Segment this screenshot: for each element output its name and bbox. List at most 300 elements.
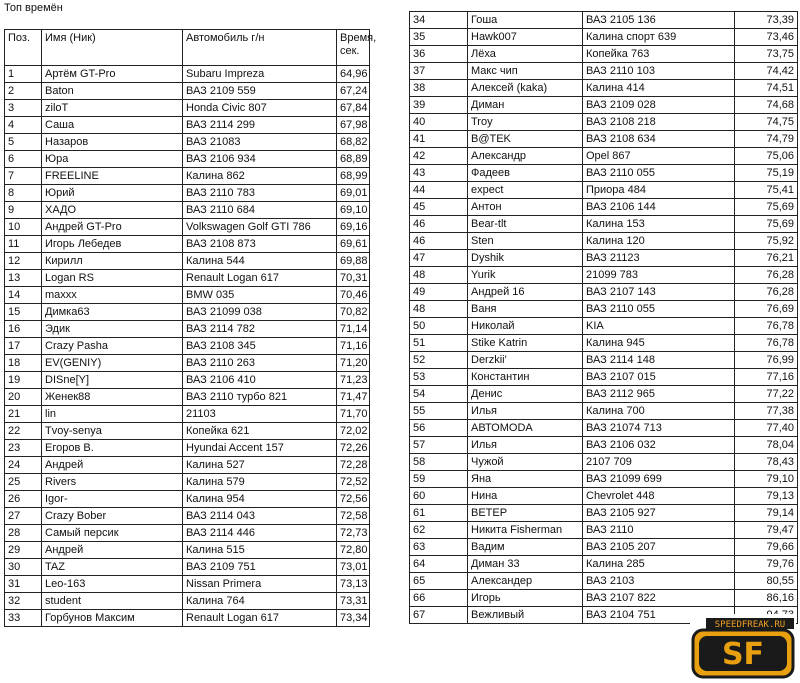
cell-time: 71,47 (337, 389, 370, 406)
cell-car: ВАЗ 21083 (183, 134, 337, 151)
table-row (5, 219, 370, 236)
cell-car: ВАЗ 2108 873 (183, 236, 337, 253)
cell-name: Назаров (42, 134, 183, 151)
table-header-row (5, 30, 370, 66)
table-row (5, 355, 370, 372)
cell-name: Андрей GT-Pro (42, 219, 183, 236)
cell-name: lin (42, 406, 183, 423)
cell-car: ВАЗ 2105 136 (583, 12, 735, 29)
cell-car: ВАЗ 2108 345 (183, 338, 337, 355)
table-row (410, 437, 798, 454)
cell-car: ВАЗ 2110 263 (183, 355, 337, 372)
cell-pos: 59 (410, 471, 468, 488)
cell-name: Николай (468, 318, 583, 335)
table-row (5, 304, 370, 321)
header-pos: Поз. (5, 30, 42, 66)
cell-name: Андрей (42, 457, 183, 474)
cell-car: ВАЗ 2109 559 (183, 83, 337, 100)
cell-pos: 55 (410, 403, 468, 420)
cell-time: 75,69 (735, 216, 798, 233)
cell-pos: 32 (5, 593, 42, 610)
table-row (410, 267, 798, 284)
cell-pos: 43 (410, 165, 468, 182)
cell-pos: 29 (5, 542, 42, 559)
cell-car: Калина спорт 639 (583, 29, 735, 46)
cell-time: 79,66 (735, 539, 798, 556)
cell-name: Нина (468, 488, 583, 505)
table-row (410, 369, 798, 386)
cell-pos: 62 (410, 522, 468, 539)
cell-car: ВАЗ 2108 218 (583, 114, 735, 131)
cell-time: 79,14 (735, 505, 798, 522)
table-row (410, 573, 798, 590)
cell-pos: 24 (5, 457, 42, 474)
cell-time: 72,26 (337, 440, 370, 457)
table-row (5, 83, 370, 100)
table-row (5, 100, 370, 117)
cell-car: Копейка 621 (183, 423, 337, 440)
cell-car: ВАЗ 21099 038 (183, 304, 337, 321)
cell-pos: 53 (410, 369, 468, 386)
table-row (5, 321, 370, 338)
cell-pos: 25 (5, 474, 42, 491)
cell-time: 73,01 (337, 559, 370, 576)
cell-pos: 3 (5, 100, 42, 117)
cell-name: Горбунов Максим (42, 610, 183, 627)
cell-pos: 9 (5, 202, 42, 219)
cell-car: Renault Logan 617 (183, 270, 337, 287)
cell-time: 80,55 (735, 573, 798, 590)
cell-time: 68,82 (337, 134, 370, 151)
cell-name: TAZ (42, 559, 183, 576)
cell-name: Алексей (kaka) (468, 80, 583, 97)
cell-car: ВАЗ 2105 927 (583, 505, 735, 522)
cell-time: 71,16 (337, 338, 370, 355)
cell-pos: 50 (410, 318, 468, 335)
cell-pos: 23 (5, 440, 42, 457)
cell-car: ВАЗ 2106 032 (583, 437, 735, 454)
cell-pos: 8 (5, 185, 42, 202)
cell-time: 73,46 (735, 29, 798, 46)
cell-time: 74,75 (735, 114, 798, 131)
cell-time: 76,28 (735, 267, 798, 284)
cell-name: Яна (468, 471, 583, 488)
cell-car: Opel 867 (583, 148, 735, 165)
cell-pos: 48 (410, 267, 468, 284)
table-row (410, 250, 798, 267)
table-row (5, 440, 370, 457)
table-row (410, 165, 798, 182)
cell-car: Honda Civic 807 (183, 100, 337, 117)
cell-pos: 2 (5, 83, 42, 100)
header-car: Автомобиль г/н (183, 30, 337, 66)
cell-pos: 40 (410, 114, 468, 131)
cell-name: Igor- (42, 491, 183, 508)
cell-time: 69,61 (337, 236, 370, 253)
cell-name: Диман 33 (468, 556, 583, 573)
cell-pos: 35 (410, 29, 468, 46)
table-row (410, 335, 798, 352)
table-row (5, 236, 370, 253)
cell-car: ВАЗ 2114 148 (583, 352, 735, 369)
cell-time: 73,34 (337, 610, 370, 627)
cell-name: Rivers (42, 474, 183, 491)
cell-time: 72,58 (337, 508, 370, 525)
cell-time: 76,69 (735, 301, 798, 318)
cell-car: ВАЗ 2107 143 (583, 284, 735, 301)
cell-time: 74,42 (735, 63, 798, 80)
cell-name: Женек88 (42, 389, 183, 406)
table-row (410, 80, 798, 97)
cell-car: Калина 544 (183, 253, 337, 270)
cell-car: Nissan Primera (183, 576, 337, 593)
cell-pos: 46 (410, 233, 468, 250)
cell-pos: 44 (410, 182, 468, 199)
cell-pos: 65 (410, 573, 468, 590)
cell-time: 72,02 (337, 423, 370, 440)
cell-time: 75,92 (735, 233, 798, 250)
cell-name: Leo-163 (42, 576, 183, 593)
cell-car: ВАЗ 2114 299 (183, 117, 337, 134)
table-row (410, 97, 798, 114)
cell-car: ВАЗ 2107 822 (583, 590, 735, 607)
cell-name: ХАДО (42, 202, 183, 219)
cell-car: Калина 700 (583, 403, 735, 420)
cell-time: 73,31 (337, 593, 370, 610)
cell-name: Logan RS (42, 270, 183, 287)
cell-name: expect (468, 182, 583, 199)
cell-time: 77,38 (735, 403, 798, 420)
cell-name: Игорь (468, 590, 583, 607)
table-row (5, 270, 370, 287)
cell-name: Вадим (468, 539, 583, 556)
table-row (410, 12, 798, 29)
table-row (5, 66, 370, 83)
table-row (410, 454, 798, 471)
cell-car: Калина 414 (583, 80, 735, 97)
speedfreak-logo (690, 614, 796, 680)
table-row (410, 386, 798, 403)
header-name: Имя (Ник) (42, 30, 183, 66)
cell-car: Калина 579 (183, 474, 337, 491)
cell-name: Tvoy-senya (42, 423, 183, 440)
cell-time: 71,14 (337, 321, 370, 338)
cell-name: АВТОМОDA (468, 420, 583, 437)
cell-pos: 57 (410, 437, 468, 454)
table-row (410, 471, 798, 488)
table-row (410, 182, 798, 199)
cell-name: Stike Katrin (468, 335, 583, 352)
cell-car: Chevrolet 448 (583, 488, 735, 505)
cell-pos: 63 (410, 539, 468, 556)
cell-pos: 27 (5, 508, 42, 525)
cell-name: Эдик (42, 321, 183, 338)
cell-time: 67,84 (337, 100, 370, 117)
cell-car: ВАЗ 2104 751 (583, 607, 735, 624)
cell-car: ВАЗ 2106 144 (583, 199, 735, 216)
table-row (5, 202, 370, 219)
cell-name: Кирилл (42, 253, 183, 270)
cell-car: 21099 783 (583, 267, 735, 284)
table-row (410, 63, 798, 80)
page-title: Топ времён (4, 2, 63, 14)
cell-car: ВАЗ 2110 055 (583, 301, 735, 318)
table-row (410, 420, 798, 437)
cell-time: 78,04 (735, 437, 798, 454)
cell-name: Самый персик (42, 525, 183, 542)
cell-name: Фадеев (468, 165, 583, 182)
cell-pos: 39 (410, 97, 468, 114)
cell-pos: 31 (5, 576, 42, 593)
cell-time: 71,20 (337, 355, 370, 372)
cell-time: 70,46 (337, 287, 370, 304)
logo-mark: SF (721, 637, 765, 672)
cell-car: ВАЗ 2110 (583, 522, 735, 539)
cell-time: 72,73 (337, 525, 370, 542)
cell-name: Егоров В. (42, 440, 183, 457)
cell-time: 76,28 (735, 284, 798, 301)
cell-car: KIA (583, 318, 735, 335)
table-row (410, 216, 798, 233)
cell-time: 76,21 (735, 250, 798, 267)
cell-car: Калина 764 (183, 593, 337, 610)
cell-pos: 66 (410, 590, 468, 607)
table-row (410, 522, 798, 539)
cell-pos: 30 (5, 559, 42, 576)
cell-name: Crazy Bober (42, 508, 183, 525)
cell-pos: 42 (410, 148, 468, 165)
cell-time: 75,06 (735, 148, 798, 165)
cell-name: Bear-tlt (468, 216, 583, 233)
cell-time: 69,88 (337, 253, 370, 270)
cell-name: Yurik (468, 267, 583, 284)
cell-name: B@TEK (468, 131, 583, 148)
cell-pos: 36 (410, 46, 468, 63)
cell-pos: 18 (5, 355, 42, 372)
table-row (5, 525, 370, 542)
cell-time: 75,19 (735, 165, 798, 182)
cell-car: Калина 285 (583, 556, 735, 573)
cell-car: ВАЗ 2114 782 (183, 321, 337, 338)
cell-pos: 26 (5, 491, 42, 508)
cell-name: Ваня (468, 301, 583, 318)
table-row (5, 610, 370, 627)
cell-name: Саша (42, 117, 183, 134)
cell-car: ВАЗ 2112 965 (583, 386, 735, 403)
cell-time: 74,68 (735, 97, 798, 114)
cell-name: Crazy Pasha (42, 338, 183, 355)
cell-time: 77,16 (735, 369, 798, 386)
cell-pos: 22 (5, 423, 42, 440)
table-row (410, 114, 798, 131)
cell-name: Чужой (468, 454, 583, 471)
table-row (410, 488, 798, 505)
cell-time: 70,31 (337, 270, 370, 287)
cell-car: Калина 120 (583, 233, 735, 250)
cell-car: ВАЗ 2110 055 (583, 165, 735, 182)
cell-pos: 10 (5, 219, 42, 236)
cell-pos: 47 (410, 250, 468, 267)
cell-car: ВАЗ 2105 207 (583, 539, 735, 556)
cell-name: Никита Fisherman (468, 522, 583, 539)
cell-pos: 14 (5, 287, 42, 304)
cell-car: Renault Logan 617 (183, 610, 337, 627)
cell-car: ВАЗ 2114 446 (183, 525, 337, 542)
cell-car: Калина 862 (183, 168, 337, 185)
cell-time: 79,10 (735, 471, 798, 488)
table-row (5, 423, 370, 440)
cell-name: EV(GENIY) (42, 355, 183, 372)
cell-name: Игорь Лебедев (42, 236, 183, 253)
cell-pos: 45 (410, 199, 468, 216)
cell-time: 67,24 (337, 83, 370, 100)
cell-time: 75,69 (735, 199, 798, 216)
cell-pos: 37 (410, 63, 468, 80)
cell-name: Макс чип (468, 63, 583, 80)
cell-pos: 61 (410, 505, 468, 522)
cell-pos: 46 (410, 216, 468, 233)
cell-time: 76,78 (735, 318, 798, 335)
cell-name: Вежливый (468, 607, 583, 624)
cell-car: ВАЗ 2110 684 (183, 202, 337, 219)
table-row (5, 372, 370, 389)
cell-car: ВАЗ 2106 410 (183, 372, 337, 389)
table-row (5, 287, 370, 304)
cell-time: 86,16 (735, 590, 798, 607)
cell-name: Лёха (468, 46, 583, 63)
cell-pos: 38 (410, 80, 468, 97)
cell-name: Dyshik (468, 250, 583, 267)
cell-pos: 21 (5, 406, 42, 423)
table-row (5, 151, 370, 168)
cell-name: Derzkii' (468, 352, 583, 369)
cell-name: Александр (468, 148, 583, 165)
cell-name: Юрий (42, 185, 183, 202)
cell-time: 76,78 (735, 335, 798, 352)
cell-time: 72,52 (337, 474, 370, 491)
table-row (5, 593, 370, 610)
cell-car: BMW 035 (183, 287, 337, 304)
cell-pos: 12 (5, 253, 42, 270)
cell-pos: 4 (5, 117, 42, 134)
cell-name: Димка63 (42, 304, 183, 321)
cell-pos: 6 (5, 151, 42, 168)
cell-time: 78,43 (735, 454, 798, 471)
cell-name: Андрей 16 (468, 284, 583, 301)
cell-time: 71,23 (337, 372, 370, 389)
cell-car: ВАЗ 2106 934 (183, 151, 337, 168)
cell-time: 69,16 (337, 219, 370, 236)
cell-name: Troy (468, 114, 583, 131)
cell-car: ВАЗ 2108 634 (583, 131, 735, 148)
cell-name: Константин (468, 369, 583, 386)
cell-pos: 11 (5, 236, 42, 253)
cell-time: 70,82 (337, 304, 370, 321)
cell-pos: 49 (410, 284, 468, 301)
cell-time: 79,76 (735, 556, 798, 573)
cell-car: ВАЗ 2109 751 (183, 559, 337, 576)
cell-car: ВАЗ 2110 103 (583, 63, 735, 80)
cell-name: Диман (468, 97, 583, 114)
cell-time: 68,99 (337, 168, 370, 185)
cell-time: 72,80 (337, 542, 370, 559)
table-row (5, 559, 370, 576)
cell-car: ВАЗ 21074 713 (583, 420, 735, 437)
table-row (410, 233, 798, 250)
cell-pos: 19 (5, 372, 42, 389)
cell-time: 74,51 (735, 80, 798, 97)
results-table-right (409, 11, 798, 624)
table-row (410, 539, 798, 556)
cell-time: 77,40 (735, 420, 798, 437)
cell-car: Копейка 763 (583, 46, 735, 63)
cell-time: 79,47 (735, 522, 798, 539)
cell-name: Hawk007 (468, 29, 583, 46)
cell-pos: 48 (410, 301, 468, 318)
cell-pos: 58 (410, 454, 468, 471)
table-row (410, 284, 798, 301)
header-time: Время, сек. (337, 30, 370, 66)
table-row (410, 131, 798, 148)
table-row (410, 403, 798, 420)
cell-car: ВАЗ 2114 043 (183, 508, 337, 525)
table-row (5, 117, 370, 134)
table-row (410, 556, 798, 573)
table-row (410, 301, 798, 318)
table-row (5, 542, 370, 559)
cell-car: ВАЗ 2110 783 (183, 185, 337, 202)
cell-pos: 16 (5, 321, 42, 338)
cell-name: Baton (42, 83, 183, 100)
cell-car: Subaru Impreza (183, 66, 337, 83)
cell-car: Hyundai Accent 157 (183, 440, 337, 457)
cell-pos: 20 (5, 389, 42, 406)
table-row (5, 389, 370, 406)
cell-pos: 41 (410, 131, 468, 148)
cell-pos: 60 (410, 488, 468, 505)
cell-time: 72,56 (337, 491, 370, 508)
cell-pos: 56 (410, 420, 468, 437)
cell-pos: 64 (410, 556, 468, 573)
cell-name: Sten (468, 233, 583, 250)
cell-car: ВАЗ 2109 028 (583, 97, 735, 114)
cell-pos: 54 (410, 386, 468, 403)
cell-car: ВАЗ 21123 (583, 250, 735, 267)
cell-pos: 1 (5, 66, 42, 83)
cell-pos: 67 (410, 607, 468, 624)
cell-time: 69,10 (337, 202, 370, 219)
table-row (410, 590, 798, 607)
cell-car: Калина 515 (183, 542, 337, 559)
table-row (5, 185, 370, 202)
cell-car: ВАЗ 2107 015 (583, 369, 735, 386)
cell-time: 71,70 (337, 406, 370, 423)
table-row (410, 505, 798, 522)
cell-car: Калина 153 (583, 216, 735, 233)
cell-pos: 33 (5, 610, 42, 627)
cell-name: ВЕТЕР (468, 505, 583, 522)
cell-name: Гоша (468, 12, 583, 29)
table-row (5, 134, 370, 151)
cell-car: 2107 709 (583, 454, 735, 471)
cell-time: 76,99 (735, 352, 798, 369)
cell-car: 21103 (183, 406, 337, 423)
cell-pos: 7 (5, 168, 42, 185)
cell-pos: 15 (5, 304, 42, 321)
cell-car: Калина 945 (583, 335, 735, 352)
cell-pos: 51 (410, 335, 468, 352)
cell-name: Антон (468, 199, 583, 216)
